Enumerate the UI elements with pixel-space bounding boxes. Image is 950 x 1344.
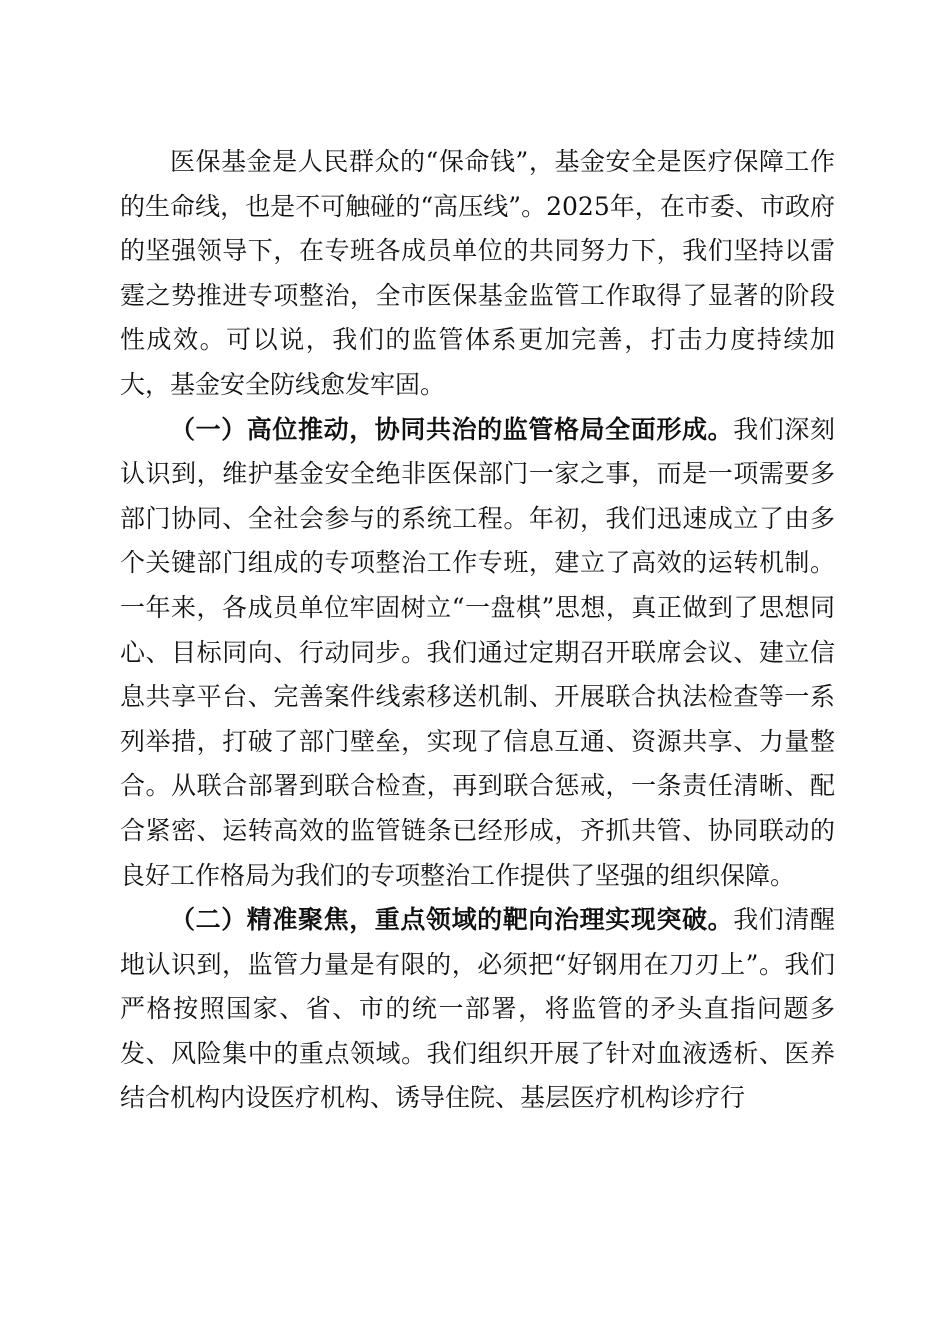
section-two-paragraph	[120, 898, 835, 1121]
section-one-paragraph	[120, 408, 835, 899]
intro-paragraph	[120, 140, 835, 408]
paragraph-text: 我们深刻认识到，维护基金安全绝非医保部门一家之事，而是一项需要多部门协同、全社会参与的系统工程。年初，我们迅速成立了由多个关键部门组成的专项整治工作专班，建立了高效的运转机制。一年来，各成员单位牢固树立“一盘棋”思想，真正做到了思想同心、目标同向、行动同步。我们通过定期召开联席会议、建立信息共享平台、完善案件线索移送机制、开展联合执法检查等一系列举措，打破了部门壁垒，实现了信息互通、资源共享、力量整合。从联合部署到联合检查，再到联合惩戒，一条责任清晰、配合紧密、运转高效的监管链条已经形成，齐抓共管、协同联动的良好工作格局为我们的专项整治工作提供了坚强的组织保障。	[120, 414, 835, 890]
section-one-heading: （一）高位推动，协同共治的监管格局全面形成。	[170, 414, 734, 444]
document-body	[120, 140, 835, 1121]
paragraph-text: 医保基金是人民群众的“保命钱”，基金安全是医疗保障工作的生命线，也是不可触碰的“高压线”。2025年，在市委、市政府的坚强领导下，在专班各成员单位的共同努力下，我们坚持以雷霆之势推进专项整治，全市医保基金监管工作取得了显著的阶段性成效。可以说，我们的监管体系更加完善，打击力度持续加大，基金安全防线愈发牢固。	[120, 147, 835, 399]
section-two-heading: （二）精准聚焦，重点领域的靶向治理实现突破。	[170, 905, 734, 935]
paragraph-text: 我们清醒地认识到，监管力量是有限的，必须把“好钢用在刀刃上”。我们严格按照国家、省、市的统一部署，将监管的矛头直指问题多发、风险集中的重点领域。我们组织开展了针对血液透析、医养结合机构内设医疗机构、诱导住院、基层医疗机构诊疗行	[120, 905, 835, 1113]
